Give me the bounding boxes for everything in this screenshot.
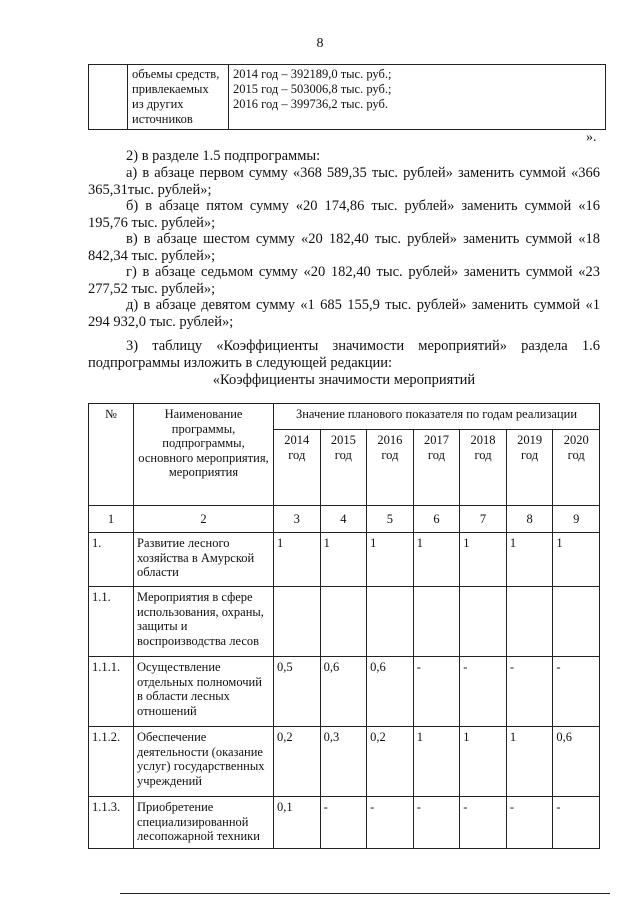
row-value [274,587,321,657]
column-number: 5 [367,506,414,533]
row-code: 1.1.1. [89,657,134,727]
year-label: 2018 [470,433,496,447]
row-value: - [367,797,414,849]
row-value: 1 [274,533,321,587]
row-value: 0,3 [320,727,367,797]
year-label: 2019 [517,433,543,447]
row-name: Осуществление отдельных полномочий в области лесных отношений [134,657,274,727]
row-value: 0,2 [367,727,414,797]
row-name: Мероприятия в сфере использования, охраны, защиты и воспроизводства лесов [134,587,274,657]
closing-mark: ». [586,130,597,145]
row-value [506,587,553,657]
row-value: - [506,657,553,727]
funding-label-cell [128,65,229,130]
funding-value-line: 2014 год – 392189,0 тыс. руб.; [233,67,392,81]
row-name: Развитие лесного хозяйства в Амурской области [134,533,274,587]
page-number: 8 [316,36,324,51]
row-value: - [413,657,460,727]
row-value: 1 [367,533,414,587]
paragraph-d: д) в абзаце девятом сумму «1 685 155,9 тыс. рублей» заменить суммой «1 294 932,0 тыс. рублей»; [88,297,600,330]
table-row [89,533,600,587]
funding-label-line: источников [132,112,193,126]
table-row [89,727,600,797]
year-unit: год [334,447,352,462]
row-value: 0,6 [320,657,367,727]
row-name: Приобретение специализированной лесопожарной техники [134,797,274,849]
row-value: 0,5 [274,657,321,727]
funding-value-line: 2015 год – 503006,8 тыс. руб.; [233,82,392,96]
table-row [89,657,600,727]
column-number: 8 [506,506,553,533]
column-number: 7 [460,506,507,533]
row-value: - [460,657,507,727]
row-value: 1 [320,533,367,587]
funding-values-cell [229,65,606,130]
row-value: 0,6 [367,657,414,727]
header-year [367,430,414,506]
row-value [553,587,600,657]
header-year [274,430,321,506]
funding-label-line: привлекаемых [132,82,209,96]
header-year [460,430,507,506]
year-unit: год [288,447,306,462]
row-value: 1 [506,533,553,587]
page-bottom-rule [120,893,610,894]
year-label: 2016 [377,433,403,447]
header-year [506,430,553,506]
year-unit: год [381,447,399,462]
row-code: 1. [89,533,134,587]
column-number: 3 [274,506,321,533]
paragraph-2: 2) в разделе 1.5 подпрограммы: [126,148,321,164]
coefficients-table [88,403,600,849]
row-value [320,587,367,657]
row-value [367,587,414,657]
paragraph-v: в) в абзаце шестом сумму «20 182,40 тыс. рублей» заменить суммой «18 842,34 тыс. рублей»; [88,231,600,264]
paragraph-3: 3) таблицу «Коэффициенты значимости мероприятий» раздела 1.6 подпрограммы изложить в следующей редакции: [88,338,600,371]
funding-table [88,64,606,130]
header-name: Наименование программы, подпрограммы, основного мероприятия, мероприятия [134,404,274,506]
funding-label-line: из других [132,97,184,111]
row-value: - [320,797,367,849]
row-value: 1 [413,727,460,797]
column-number: 9 [553,506,600,533]
funding-label-line: объемы средств, [132,67,220,81]
table-row [89,797,600,849]
paragraph-a: а) в абзаце первом сумму «368 589,35 тыс. рублей» заменить суммой «366 365,31тыс. рублей»; [88,165,600,198]
column-number: 4 [320,506,367,533]
header-plan-values: Значение планового показателя по годам реализации [274,404,600,430]
row-name: Обеспечение деятельности (оказание услуг) государственных учреждений [134,727,274,797]
row-value: 0,6 [553,727,600,797]
table-title: «Коэффициенты значимости мероприятий [212,372,476,388]
row-value: 1 [460,727,507,797]
year-unit: год [427,447,445,462]
header-number: № [89,404,134,506]
row-value: - [553,797,600,849]
row-code: 1.1. [89,587,134,657]
year-label: 2015 [330,433,356,447]
row-value: - [506,797,553,849]
paragraph-g: г) в абзаце седьмом сумму «20 182,40 тыс. рублей» заменить суммой «23 277,52 тыс. рублей»; [88,264,600,297]
column-number: 2 [134,506,274,533]
year-label: 2017 [423,433,449,447]
year-unit: год [474,447,492,462]
row-value: 0,1 [274,797,321,849]
header-year [413,430,460,506]
row-value: - [460,797,507,849]
row-code: 1.1.2. [89,727,134,797]
row-value: - [553,657,600,727]
row-value: 1 [460,533,507,587]
year-label: 2020 [563,433,589,447]
row-value [460,587,507,657]
header-year [320,430,367,506]
paragraph-b: б) в абзаце пятом сумму «20 174,86 тыс. рублей» заменить суммой «16 195,76 тыс. рублей»; [88,198,600,231]
year-label: 2014 [284,433,310,447]
column-number: 1 [89,506,134,533]
row-value: 0,2 [274,727,321,797]
column-number: 6 [413,506,460,533]
year-unit: год [521,447,539,462]
row-value: - [413,797,460,849]
row-value: 1 [506,727,553,797]
row-value [413,587,460,657]
row-code: 1.1.3. [89,797,134,849]
funding-value-line: 2016 год – 399736,2 тыс. руб. [233,97,389,111]
row-value: 1 [553,533,600,587]
header-year [553,430,600,506]
funding-table-empty-cell [89,65,128,130]
year-unit: год [567,447,585,462]
row-value: 1 [413,533,460,587]
table-row [89,587,600,657]
